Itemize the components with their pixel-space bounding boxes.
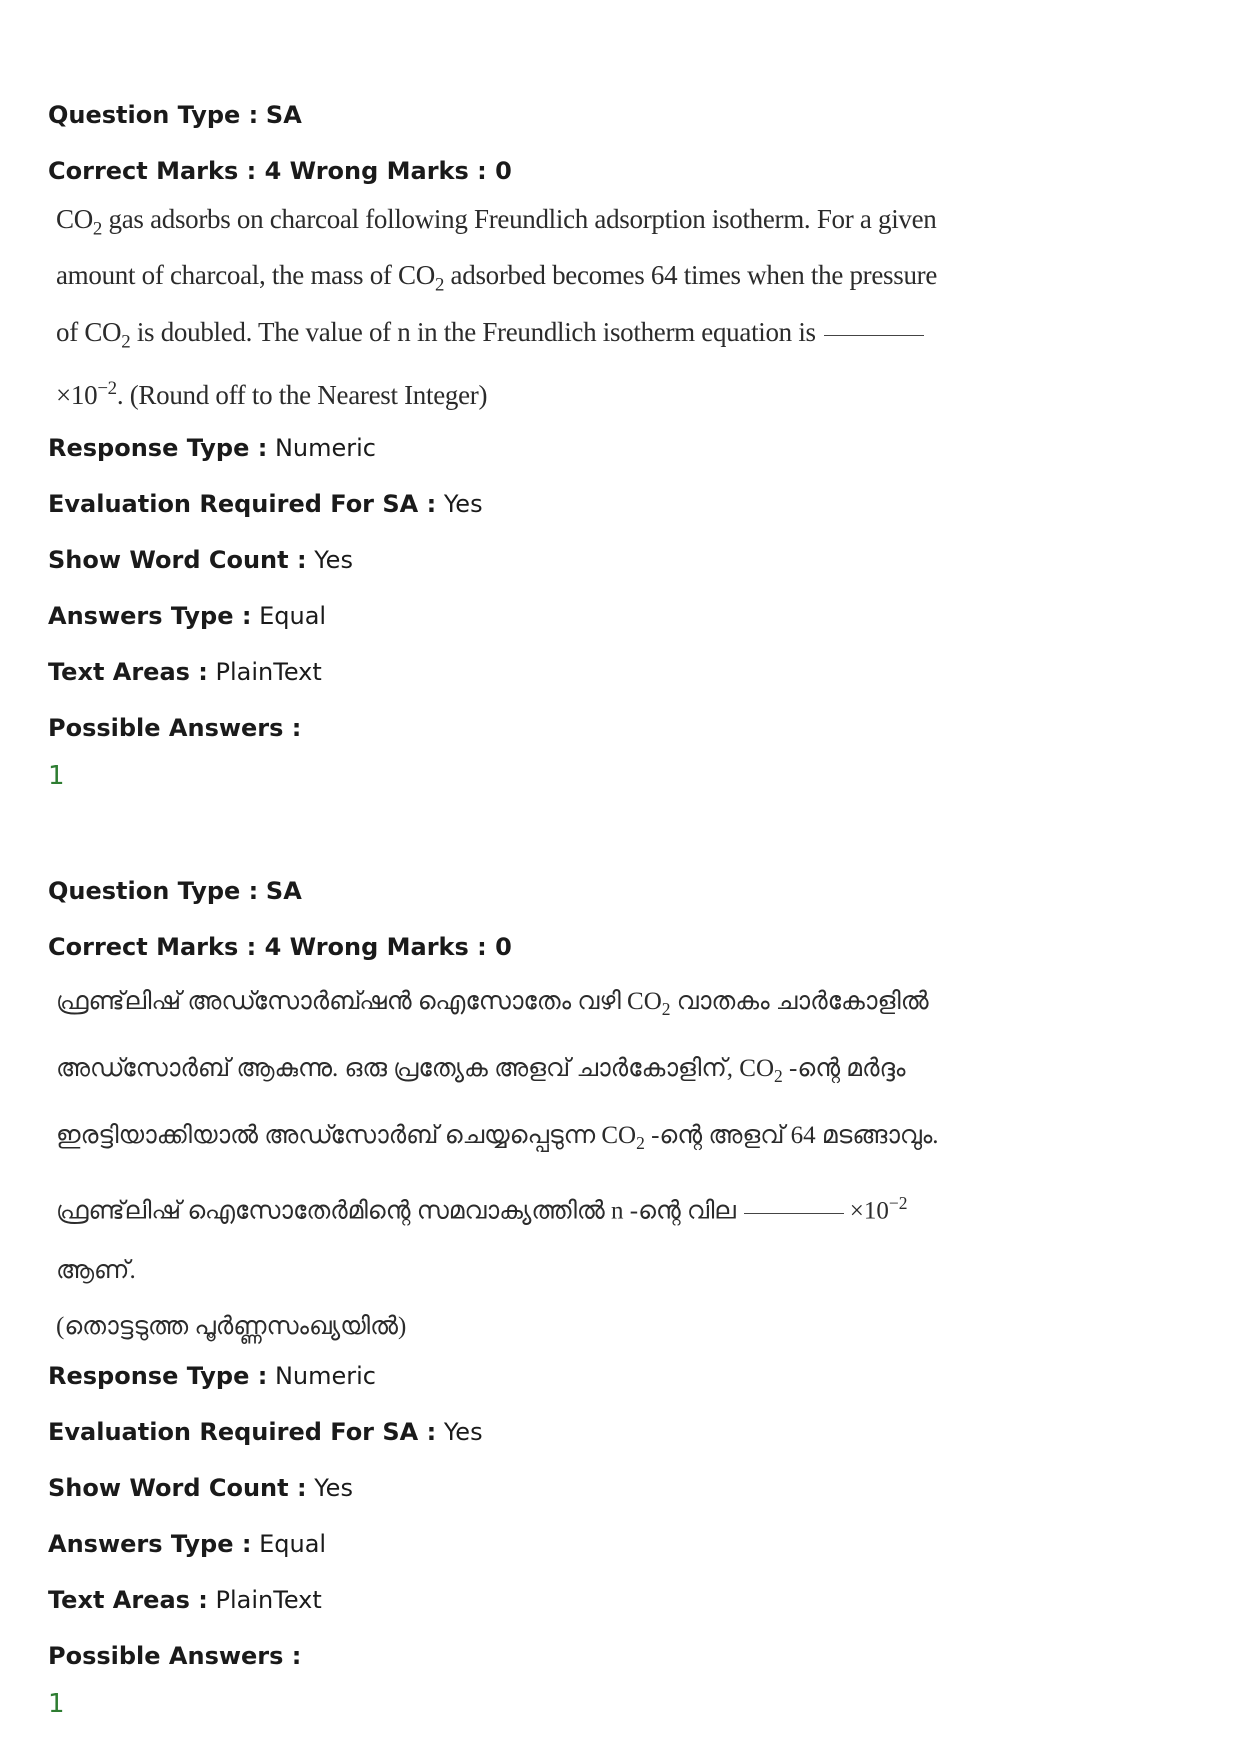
question-text-part: ×10: [849, 1197, 889, 1225]
superscript: −2: [97, 378, 117, 400]
answers-type-value: Equal: [259, 1530, 327, 1559]
question-text-part: adsorbed becomes 64 times when the pressure of CO: [56, 260, 938, 347]
question-text-part: -ന്റെ മർദ്ദം ഇരട്ടിയാക്കിയാൽ അഡ്സോർബ് ചെയ്യപ്പെടുന്ന CO: [56, 1055, 906, 1149]
marks-line: [48, 932, 948, 972]
answer-blank: [744, 1212, 844, 1214]
evaluation-required-label: Evaluation Required For SA :: [48, 490, 437, 519]
question-text-part: . (Round off to the Nearest Integer): [116, 380, 488, 411]
show-word-count-value: Yes: [314, 1474, 353, 1503]
show-word-count-value: Yes: [314, 546, 353, 575]
subscript: 2: [661, 999, 671, 1019]
question-type-line: [48, 876, 948, 932]
show-word-count-line: [48, 545, 948, 601]
answers-type-value: Equal: [259, 602, 327, 631]
question-text-part: ഫ്രണ്ട്‌ലിഷ് അഡ്സോർബ്ഷൻ ഐസോതേം വഴി CO: [56, 988, 662, 1015]
response-type-label: Response Type :: [48, 1362, 268, 1391]
question-text-part: gas adsorbs on charcoal following Freundlich adsorption isotherm. For a given amount of charcoal, the mass of CO: [56, 204, 937, 291]
question-text-part: -ന്റെ അളവ് 64 മടങ്ങാവും. ഫ്രണ്ട്‌ലിഷ് ഐസോതേർമിന്റെ സമവാക്യത്തിൽ n -ന്റെ വില: [56, 1122, 939, 1225]
wrong-marks-label: Wrong Marks :: [289, 157, 487, 185]
question-text: [56, 972, 948, 1347]
correct-marks-value: 4: [264, 933, 282, 961]
possible-answer-value: 1: [48, 761, 65, 792]
response-type-line: [48, 1361, 948, 1417]
superscript: −2: [888, 1193, 908, 1213]
marks-line: [48, 156, 948, 196]
question-text-part: ആണ്.: [56, 1257, 136, 1285]
response-type-value: Numeric: [274, 1362, 376, 1391]
subscript: 2: [92, 218, 103, 240]
question-block-1: [48, 100, 948, 791]
wrong-marks-value: 0: [495, 933, 512, 961]
subscript: 2: [434, 274, 445, 296]
show-word-count-line: [48, 1473, 948, 1529]
text-areas-label: Text Areas :: [48, 658, 208, 687]
wrong-marks-label: Wrong Marks :: [289, 933, 487, 961]
question-block-2: [48, 876, 948, 1719]
correct-marks-value: 4: [264, 157, 282, 185]
question-text-part: CO: [56, 204, 93, 234]
answers-type-line: [48, 1529, 948, 1585]
question-type-label: Question Type :: [48, 101, 259, 129]
evaluation-required-label: Evaluation Required For SA :: [48, 1418, 437, 1447]
question-type-value: SA: [265, 101, 302, 129]
show-word-count-label: Show Word Count :: [48, 1474, 307, 1503]
wrong-marks-value: 0: [495, 157, 512, 185]
question-text: [56, 196, 946, 419]
question-text-part: ×10: [56, 380, 98, 411]
answer-blank: [824, 334, 924, 336]
question-text-part: വാതകം ചാർകോളിൽ അഡ്സോർബ് ആകുന്നു. ഒരു പ്രത്യേക അളവ് ചാർകോളിന്, CO: [56, 988, 929, 1082]
response-type-line: [48, 433, 948, 489]
question-type-label: Question Type :: [48, 877, 259, 905]
subscript: 2: [636, 1133, 645, 1153]
possible-answers-label: Possible Answers :: [48, 1642, 302, 1671]
text-areas-value: PlainText: [215, 658, 322, 687]
question-text-part: is doubled. The value of n in the Freundlich isotherm equation is: [130, 316, 816, 347]
correct-marks-label: Correct Marks :: [48, 933, 257, 961]
question-type-line: [48, 100, 948, 156]
evaluation-required-line: [48, 489, 948, 545]
possible-answers-line: [48, 1641, 948, 1685]
evaluation-required-line: [48, 1417, 948, 1473]
text-areas-line: [48, 1585, 948, 1641]
question-type-value: SA: [265, 877, 302, 905]
question-note: (തൊട്ടടുത്ത പൂർണ്ണസംഖ്യയിൽ): [56, 1313, 407, 1341]
show-word-count-label: Show Word Count :: [48, 546, 307, 575]
response-type-label: Response Type :: [48, 434, 268, 463]
evaluation-required-value: Yes: [443, 1418, 483, 1447]
text-areas-value: PlainText: [215, 1586, 322, 1615]
text-areas-line: [48, 657, 948, 713]
subscript: 2: [774, 1066, 783, 1086]
possible-answers-line: [48, 713, 948, 757]
possible-answers-label: Possible Answers :: [48, 714, 302, 743]
answers-type-label: Answers Type :: [48, 602, 252, 631]
evaluation-required-value: Yes: [443, 490, 483, 519]
response-type-value: Numeric: [274, 434, 376, 463]
answers-type-line: [48, 601, 948, 657]
question-text-body: [56, 972, 946, 1301]
answers-type-label: Answers Type :: [48, 1530, 252, 1559]
text-areas-label: Text Areas :: [48, 1586, 208, 1615]
possible-answer-value: 1: [48, 1689, 65, 1720]
subscript: 2: [121, 331, 131, 353]
correct-marks-label: Correct Marks :: [48, 157, 257, 185]
